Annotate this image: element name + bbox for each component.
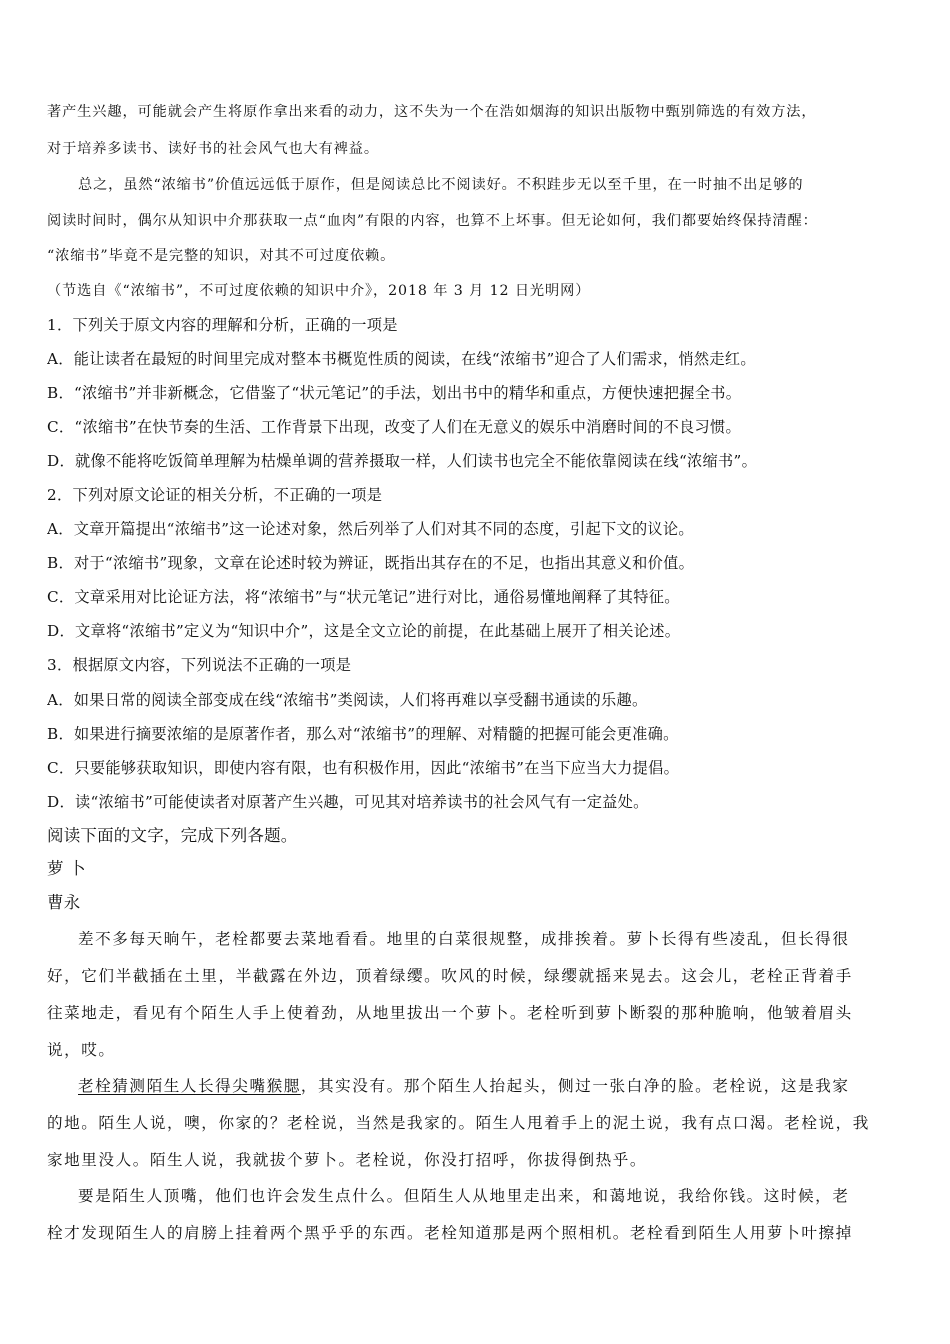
underlined-phrase: 老栓猜测陌生人长得尖嘴猴腮	[78, 1077, 301, 1095]
question-option: C．文章采用对比论证方法，将“浓缩书”与“状元笔记”进行对比，通俗易懂地阐释了其特征。	[47, 588, 680, 606]
question-option: A．能让读者在最短的时间里完成对整本书概览性质的阅读，在线“浓缩书”迎合了人们需求，悄然走红。	[47, 350, 756, 368]
article-line: 著产生兴趣，可能就会产生将原作拿出来看的动力，这不失为一个在浩如烟海的知识出版物中甄别筛选的有效方法，	[47, 104, 817, 120]
question-stem: 2．下列对原文论证的相关分析，不正确的一项是	[47, 486, 383, 504]
article-line: 对于培养多读书、读好书的社会风气也大有裨益。	[47, 141, 379, 157]
question-option: B．“浓缩书”并非新概念，它借鉴了“状元笔记”的手法，划出书中的精华和重点，方便快速把握全书。	[47, 384, 742, 402]
question-stem: 3．根据原文内容，下列说法不正确的一项是	[47, 656, 352, 674]
story-line	[78, 1075, 938, 1097]
article-line: 阅读时间时，偶尔从知识中介那获取一点“血肉”有限的内容，也算不上坏事。但无论如何，我们都要始终保持清醒：	[47, 213, 818, 229]
question-stem: 1．下列关于原文内容的理解和分析，正确的一项是	[47, 316, 398, 334]
article-line: “浓缩书”毕竟不是完整的知识，对其不可过度依赖。	[47, 248, 396, 264]
story-line: 要是陌生人顶嘴，他们也许会发生点什么。但陌生人从地里走出来，和蔼地说，我给你钱。这时候，老	[78, 1187, 850, 1205]
question-option: A．文章开篇提出“浓缩书”这一论述对象，然后列举了人们对其不同的态度，引起下文的议论。	[47, 520, 694, 538]
question-option: D．读“浓缩书”可能使读者对原著产生兴趣，可见其对培养读书的社会风气有一定益处。	[47, 793, 649, 811]
story-line: 好，它们半截插在土里，半截露在外边，顶着绿缨。吹风的时候，绿缨就摇来晃去。这会儿，老栓正背着手	[47, 967, 853, 985]
story-title: 萝 卜	[47, 859, 86, 878]
article-source: （节选自《“浓缩书”，不可过度依赖的知识中介》，2018 年 3 月 12 日光明网）	[47, 283, 591, 299]
question-option: D．文章将“浓缩书”定义为“知识中介”，这是全文立论的前提，在此基础上展开了相关论述。	[47, 622, 681, 640]
question-option: C．只要能够获取知识，即使内容有限，也有积极作用，因此“浓缩书”在当下应当大力提倡。	[47, 759, 680, 777]
story-line: 说，哎。	[47, 1041, 116, 1059]
story-author: 曹永	[47, 893, 81, 912]
story-line: 的地。陌生人说，噢，你家的？老栓说，当然是我家的。陌生人甩着手上的泥土说，我有点口渴。老栓说，我	[47, 1114, 870, 1132]
question-option: D．就像不能将吃饭简单理解为枯燥单调的营养摄取一样，人们读书也完全不能依靠阅读在线“浓缩书”。	[47, 452, 758, 470]
article-line: 总之，虽然“浓缩书”价值远远低于原作，但是阅读总比不阅读好。不积跬步无以至千里，在一时抽不出足够的	[78, 177, 804, 193]
story-line-rest: ，其实没有。那个陌生人抬起头，侧过一张白净的脸。老栓说，这是我家	[300, 1077, 850, 1095]
story-line: 家地里没人。陌生人说，我就拔个萝卜。老栓说，你没打招呼，你拔得倒热乎。	[47, 1151, 648, 1169]
reading-instruction: 阅读下面的文字，完成下列各题。	[47, 826, 298, 845]
question-option: B．对于“浓缩书”现象，文章在论述时较为辨证，既指出其存在的不足，也指出其意义和价值。	[47, 554, 695, 572]
question-option: A．如果日常的阅读全部变成在线“浓缩书”类阅读，人们将再难以享受翻书通读的乐趣。	[47, 691, 648, 709]
story-line: 往菜地走，看见有个陌生人手上使着劲，从地里拔出一个萝卜。老栓听到萝卜断裂的那种脆响，他皱着眉头	[47, 1004, 853, 1022]
story-line: 差不多每天晌午，老栓都要去菜地看看。地里的白菜很规整，成排挨着。萝卜长得有些凌乱，但长得很	[78, 930, 850, 948]
story-line: 栓才发现陌生人的肩膀上挂着两个黑乎乎的东西。老栓知道那是两个照相机。老栓看到陌生人用萝卜叶擦掉	[47, 1224, 853, 1242]
question-option: C．“浓缩书”在快节奏的生活、工作背景下出现，改变了人们在无意义的娱乐中消磨时间的不良习惯。	[47, 418, 742, 436]
question-option: B．如果进行摘要浓缩的是原著作者，那么对“浓缩书”的理解、对精髓的把握可能会更准确。	[47, 725, 679, 743]
